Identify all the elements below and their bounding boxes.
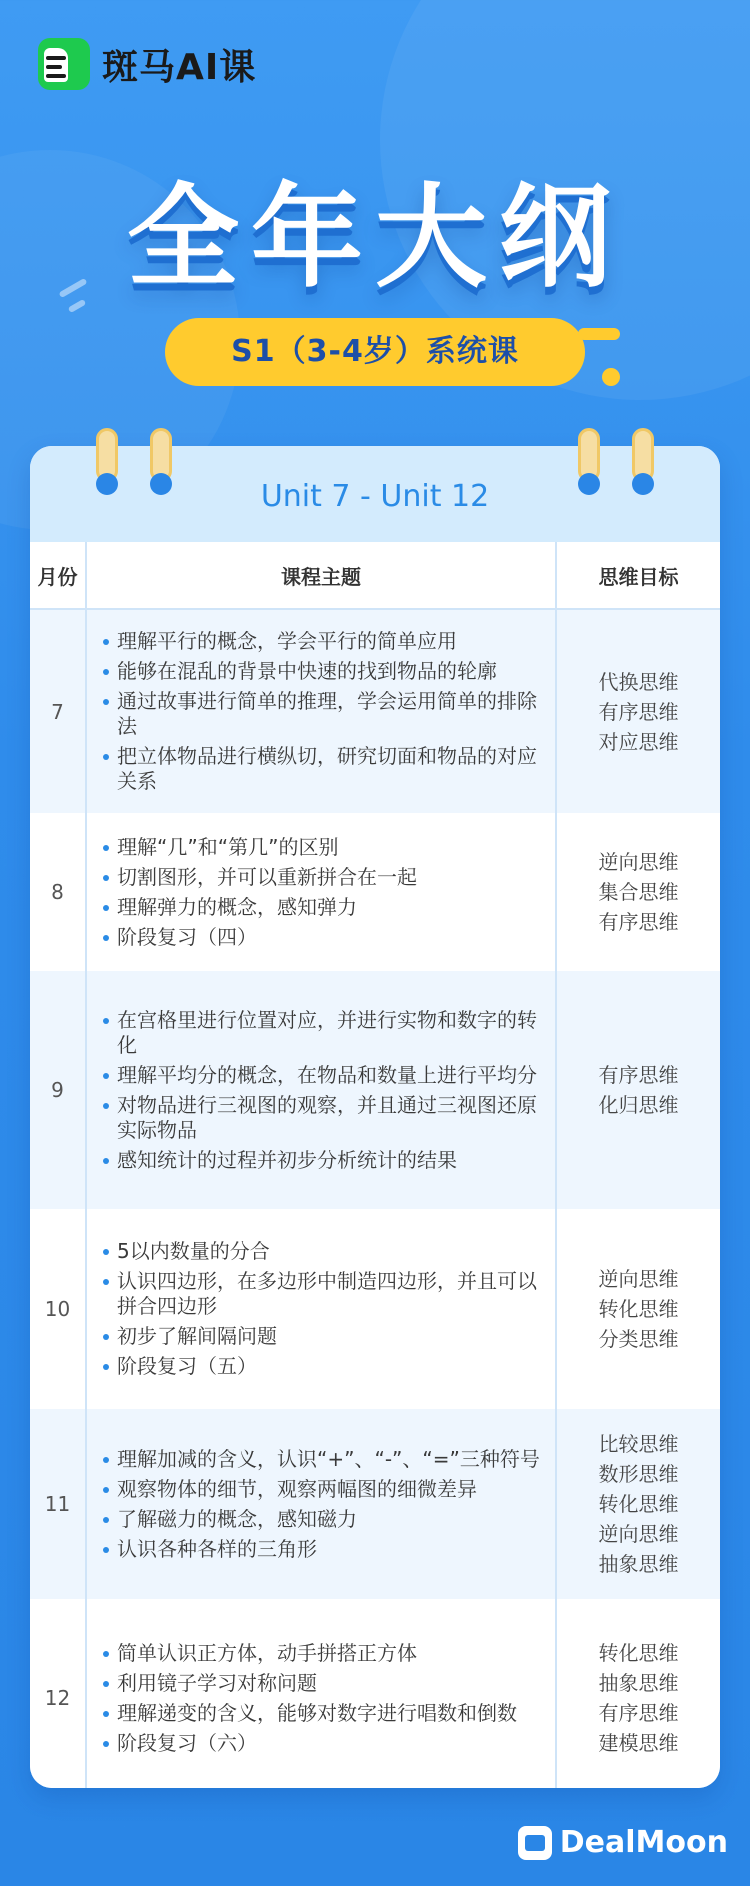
table-row [30,609,720,813]
thinking-goal: 抽象思维 [598,1671,679,1695]
syllabus-card [30,446,720,1788]
month-cell: 7 [51,699,64,724]
column-header-goals: 思维目标 [556,542,720,609]
thinking-goal: 有序思维 [598,1701,679,1725]
thinking-goal: 对应思维 [598,729,679,754]
binder-ring [578,428,600,482]
table-row [30,813,720,971]
topics-cell [86,1209,556,1409]
month-cell: 10 [44,1297,71,1321]
decoration-lines [58,285,88,321]
topic-item: 理解加减的含义，认识“+”、“-”、“=”三种符号 [101,1447,543,1472]
topic-item: 初步了解间隔问题 [101,1324,543,1349]
topic-item: 理解“几”和“第几”的区别 [101,835,543,860]
thinking-goal: 逆向思维 [598,1267,679,1291]
decoration-dot [602,368,620,386]
topic-item: 5以内数量的分合 [101,1239,543,1264]
brand-logo [38,38,256,90]
topics-cell [86,971,556,1209]
topic-item: 理解弹力的概念，感知弹力 [101,895,543,920]
column-header-month: 月份 [30,542,86,609]
thinking-goal: 有序思维 [598,910,679,934]
syllabus-table [30,542,720,1788]
table-row [30,971,720,1209]
month-cell: 9 [51,1078,64,1102]
thinking-goal: 逆向思维 [598,850,679,874]
column-header-topics: 课程主题 [86,542,556,609]
page-title: 全年大纲 [127,173,623,303]
thinking-goal: 逆向思维 [598,1522,679,1546]
goals-cell [556,1599,720,1788]
topic-item: 阶段复习（五） [101,1354,543,1379]
topic-item: 通过故事进行简单的推理，学会运用简单的排除法 [101,689,543,739]
binder-ring [96,428,118,482]
dealmoon-logo-icon [518,1826,552,1860]
watermark-text: DealMoon [559,1825,728,1860]
topic-item: 阶段复习（四） [101,925,543,950]
topic-item: 阶段复习（六） [101,1731,543,1756]
thinking-goal: 比较思维 [598,1432,679,1456]
topic-item: 了解磁力的概念，感知磁力 [101,1507,543,1532]
topics-cell [86,813,556,971]
topic-item: 简单认识正方体，动手拼搭正方体 [101,1641,543,1666]
table-row [30,1209,720,1409]
thinking-goal: 转化思维 [598,1492,679,1516]
topic-item: 切割图形，并可以重新拼合在一起 [101,865,543,890]
thinking-goal: 转化思维 [598,1297,679,1321]
goals-cell [556,971,720,1209]
decoration-bar [578,328,620,340]
topics-cell [86,609,556,813]
thinking-goal: 分类思维 [598,1327,679,1351]
topic-item: 感知统计的过程并初步分析统计的结果 [101,1148,543,1173]
month-cell: 8 [51,880,64,904]
table-header-row [30,542,720,609]
topic-item: 认识各种各样的三角形 [101,1537,543,1562]
topic-item: 能够在混乱的背景中快速的找到物品的轮廓 [101,659,543,684]
thinking-goal: 转化思维 [598,1641,679,1665]
binder-ring [150,428,172,482]
topic-item: 观察物体的细节，观察两幅图的细微差异 [101,1477,543,1502]
goals-cell [556,609,720,813]
topics-cell [86,1409,556,1599]
topic-item: 理解平均分的概念，在物品和数量上进行平均分 [101,1063,543,1088]
topic-item: 对物品进行三视图的观察，并且通过三视图还原实际物品 [101,1093,543,1143]
watermark [518,1825,728,1860]
thinking-goal: 建模思维 [598,1731,679,1755]
topic-item: 理解递变的含义，能够对数字进行唱数和倒数 [101,1701,543,1726]
topic-item: 在宫格里进行位置对应，并进行实物和数字的转化 [101,1008,543,1058]
topic-item: 认识四边形，在多边形中制造四边形，并且可以拼合四边形 [101,1269,543,1319]
thinking-goal: 集合思维 [598,880,679,904]
thinking-goal: 代换思维 [598,669,679,694]
month-cell: 12 [44,1686,71,1710]
thinking-goal: 抽象思维 [598,1552,679,1576]
goals-cell [556,1209,720,1409]
thinking-goal: 有序思维 [598,699,679,724]
topic-item: 把立体物品进行横纵切，研究切面和物品的对应关系 [101,744,543,794]
topics-cell [86,1599,556,1788]
thinking-goal: 有序思维 [598,1063,679,1087]
binder-ring [632,428,654,482]
topic-item: 理解平行的概念，学会平行的简单应用 [101,629,543,654]
brand-name: 斑马AI课 [102,46,257,88]
unit-range-header: Unit 7 - Unit 12 [30,446,720,542]
goals-cell [556,1409,720,1599]
thinking-goal: 化归思维 [598,1093,679,1117]
topic-item: 利用镜子学习对称问题 [101,1671,543,1696]
zebra-logo-icon [38,38,90,90]
thinking-goal: 数形思维 [598,1462,679,1486]
goals-cell [556,813,720,971]
month-cell: 11 [44,1492,71,1516]
course-subtitle-badge: S1（3-4岁）系统课 [165,318,585,386]
table-row [30,1599,720,1788]
table-row [30,1409,720,1599]
